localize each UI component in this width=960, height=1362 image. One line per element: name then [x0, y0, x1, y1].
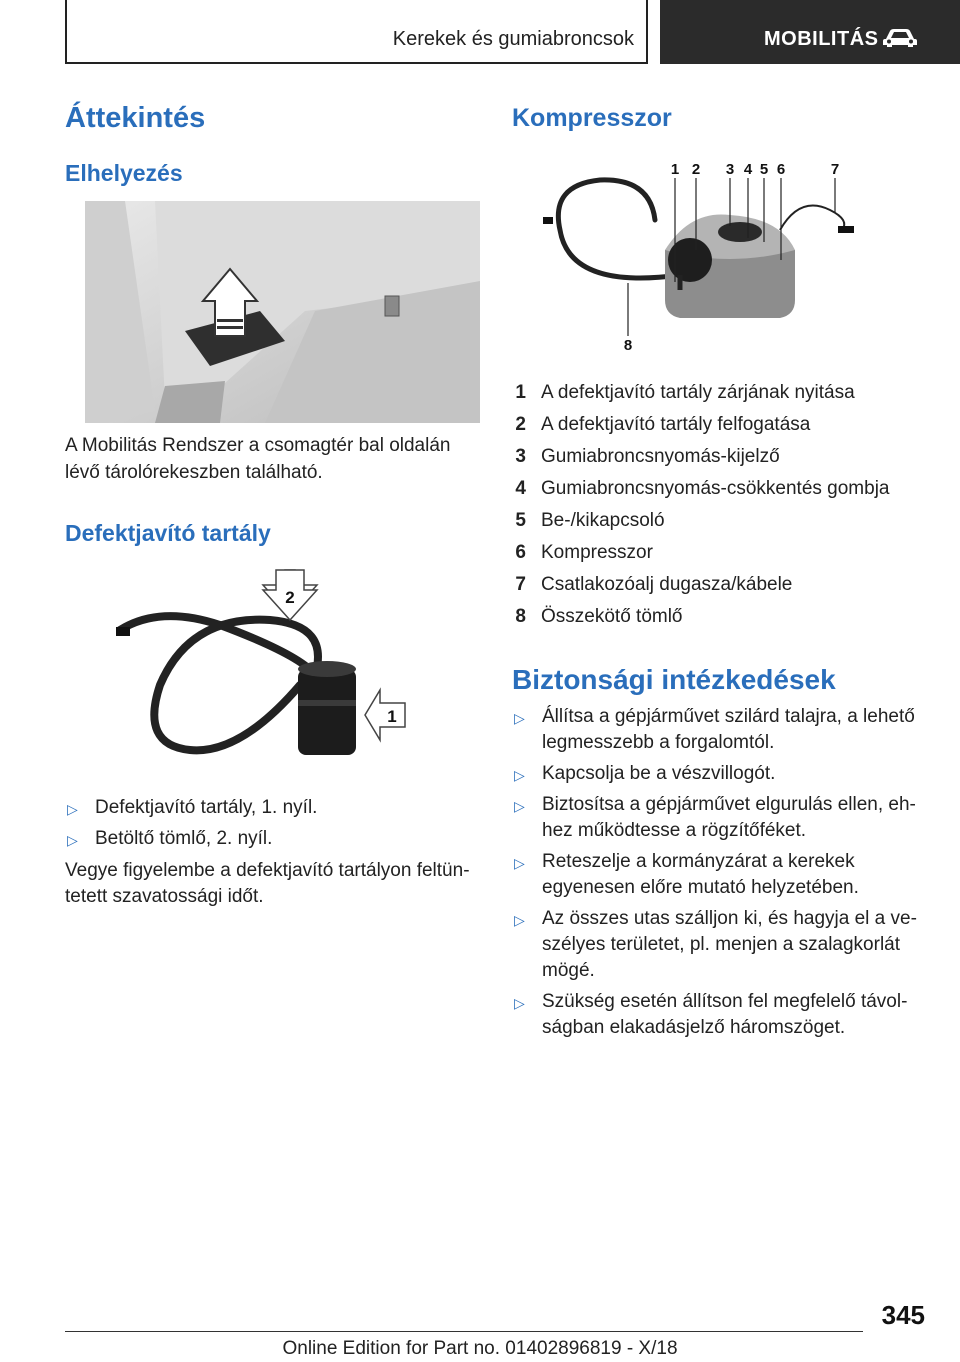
placement-text: A Mobilitás Rendszer a csomagtér bal oldalán lévő tárolórekeszben található.: [65, 435, 451, 483]
sealant-container-figure: [100, 565, 430, 775]
section-label: MOBILITÁS: [764, 28, 879, 50]
header-section-box: [660, 0, 960, 64]
list-item: ▷ Szükség esetén állítson fel megfelelő távolságban elakadásjelző háromszöget.: [514, 991, 908, 1038]
list-item: ▷ Állítsa a gépjárművet szilárd talajra, a lehető legmesszebb a forgalomtól.: [514, 706, 915, 753]
list-item: ▷ Az összes utas szálljon ki, és hagyja el a veszélyes területet, pl. menjen a szalagkorlát mögé.: [514, 908, 917, 981]
list-item: ▷ Defektjavító tartály, 1. nyíl.: [65, 795, 485, 821]
callout-7: 7: [830, 161, 840, 178]
edition-footer: Online Edition for Part no. 01402896819 - X/18: [282, 1338, 678, 1359]
trunk-storage-photo: [85, 201, 480, 423]
triangle-bullet-icon: ▷: [67, 801, 78, 817]
triangle-bullet-icon: ▷: [514, 912, 525, 928]
callout-6: 6: [776, 161, 786, 178]
callout-8: 8: [623, 337, 633, 354]
callout-2: 2: [285, 588, 295, 607]
callout-5: 5: [759, 161, 769, 178]
car-icon: [882, 27, 918, 49]
triangle-bullet-icon: ▷: [514, 855, 525, 871]
callout-4: 4: [743, 161, 753, 178]
triangle-bullet-icon: ▷: [514, 767, 525, 783]
container-heading: Defektjavító tartály: [65, 520, 271, 546]
list-item: ▷ Reteszelje a kormányzárat a kerekek egyenesen előre mutató helyzetében.: [514, 851, 859, 898]
safety-heading: Biztonsági intézkedések: [512, 664, 836, 695]
list-item: ▷ Betöltő tömlő, 2. nyíl.: [65, 826, 485, 852]
callout-3: 3: [725, 161, 735, 178]
page-number: 345: [881, 1300, 925, 1330]
list-item: ▷ Biztosítsa a gépjárművet elgurulás ellen, ehhez működtesse a rögzítőféket.: [514, 794, 916, 841]
safety-bullet-list: [512, 704, 927, 1046]
compressor-heading: Kompresszor: [512, 104, 672, 132]
container-note: Vegye figyelembe a defektjavító tartályon feltüntetett szavatossági időt.: [65, 860, 470, 907]
chapter-title: Kerekek és gumiabroncsok: [392, 28, 634, 50]
page-title: Áttekintés: [65, 102, 206, 134]
callout-2: 2: [691, 161, 701, 178]
compressor-figure: [530, 150, 860, 360]
footer-divider: [65, 1331, 863, 1332]
placement-heading: Elhelyezés: [65, 160, 183, 186]
header-chapter-box: [65, 0, 648, 64]
callout-1: 1: [387, 707, 397, 726]
container-bullet-list: [65, 795, 485, 857]
triangle-bullet-icon: ▷: [67, 832, 78, 848]
triangle-bullet-icon: ▷: [514, 710, 525, 726]
triangle-bullet-icon: ▷: [514, 995, 525, 1011]
callout-1: 1: [670, 161, 680, 178]
list-item: ▷ Kapcsolja be a vészvillogót.: [512, 761, 927, 787]
triangle-bullet-icon: ▷: [514, 798, 525, 814]
